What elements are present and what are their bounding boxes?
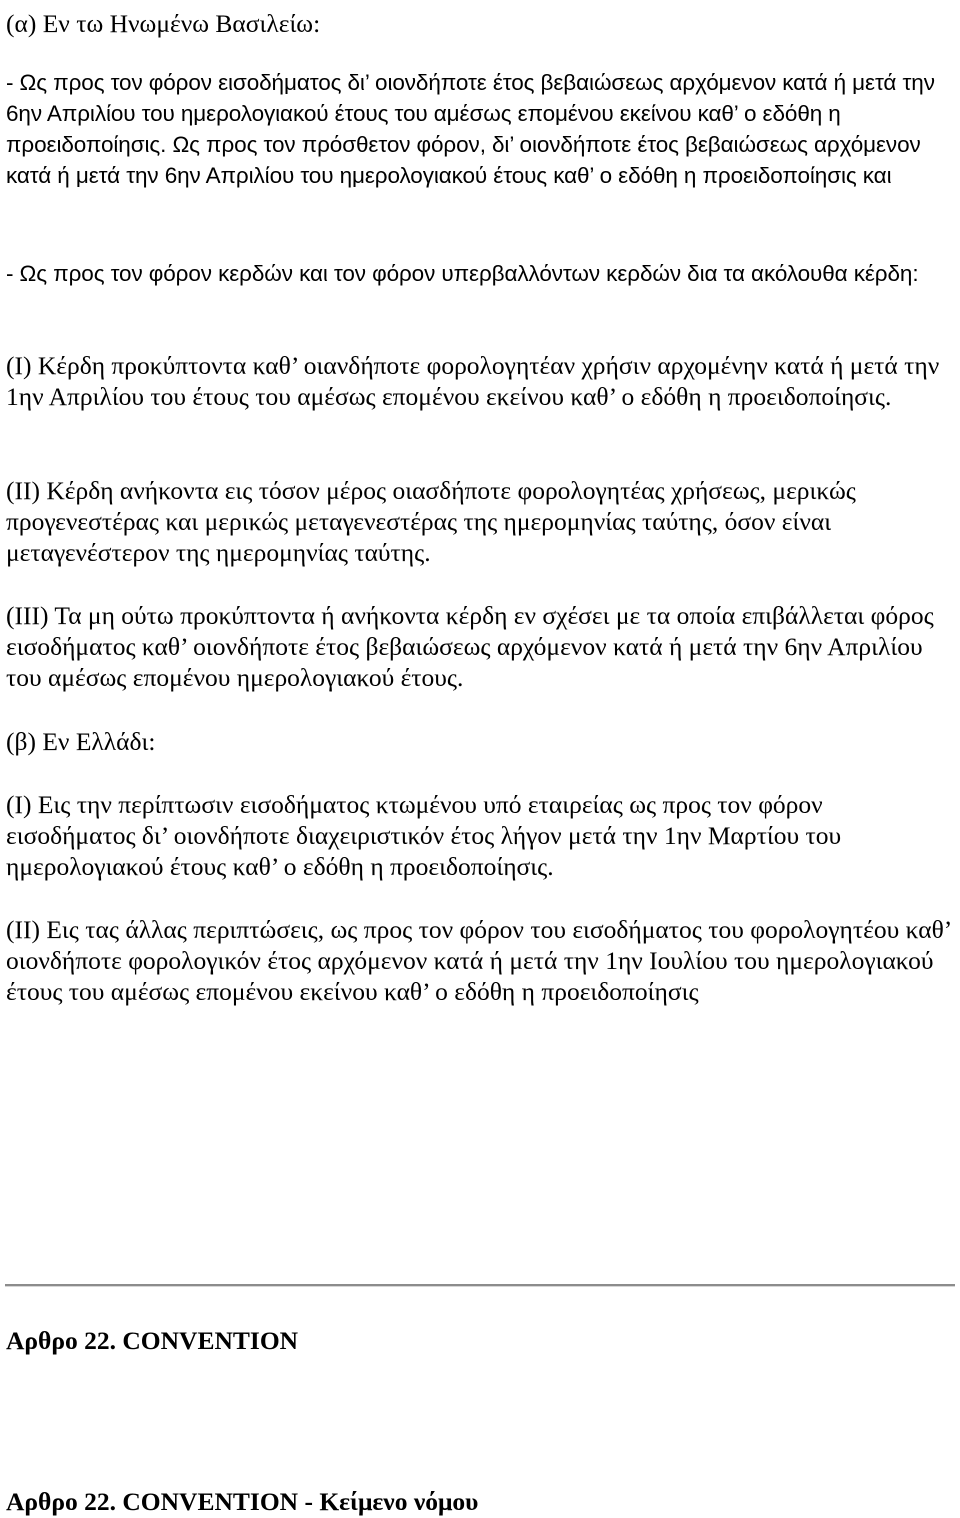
section-a-subclause-2: (ΙΙ) Κέρδη ανήκοντα εις τόσον μέρος οιασδήποτε φορολογητέας χρήσεως, μερικώς προγενεστέρας και μερικώς μεταγενεστέρας της ημερομηνίας ταύτης, όσον είναι μεταγενέστερον της ημερομηνίας ταύτης.	[6, 476, 856, 567]
article-title: Αρθρο 22. CONVENTION	[6, 1326, 299, 1355]
section-a-subclause-3: (ΙΙΙ) Τα μη ούτω προκύπτοντα ή ανήκοντα κέρδη εν σχέσει με τα οποία επιβάλλεται φόρος εισοδήματος καθ’ οιονδήποτε έτος βεβαιώσεως αρχόμενον κατά ή μετά την 6ην Απριλίου του αμέσως επομένου ημερολογιακού έτους.	[6, 601, 934, 692]
section-a-paragraph-1: - Ως προς τον φόρον εισοδήματος δι’ οιονδήποτε έτος βεβαιώσεως αρχόμενον κατά ή μετά την 6ην Απριλίου του ημερολογιακού έτους του αμέσως επομένου εκείνου καθ’ ο εδόθη η προειδοποίησις. Ως προς τον πρόσθετον φόρον, δι’ οιονδήποτε έτος βεβαιώσεως αρχόμενον κατά ή μετά την 6ην Απριλίου του ημερολογιακού έτους καθ’ ο εδόθη η προειδοποίησις και	[6, 70, 935, 188]
section-b-heading: (β) Εν Ελλάδι:	[6, 727, 156, 756]
section-b-subclause-1: (Ι) Εις την περίπτωσιν εισοδήματος κτωμένου υπό εταιρείας ως προς τον φόρον εισοδήματος δι’ οιονδήποτε διαχειριστικόν έτος λήγον μετά την 1ην Μαρτίου του ημερολογιακού έτους καθ’ ο εδόθη η προειδοποίησις.	[6, 790, 842, 881]
section-a-heading: (α) Εν τω Ηνωμένω Βασιλείω:	[6, 9, 321, 38]
section-a-subclause-1: (Ι) Κέρδη προκύπτοντα καθ’ οιανδήποτε φορολογητέαν χρήσιν αρχομένην κατά ή μετά την 1ην Απριλίου του έτους του αμέσως επομένου εκείνου καθ’ ο εδόθη η προειδοποίησις.	[6, 351, 940, 411]
article-text-title: Αρθρο 22. CONVENTION - Κείμενο νόμου	[6, 1487, 479, 1516]
horizontal-divider	[5, 1284, 955, 1287]
section-b-subclause-2: (ΙΙ) Εις τας άλλας περιπτώσεις, ως προς τον φόρον του εισοδήματος του φορολογητέου καθ’ οιονδήποτε φορολογικόν έτος αρχόμενον κατά ή μετά την 1ην Ιουλίου του ημερολογιακού έτους του αμέσως επομένου εκείνου καθ’ ο εδόθη η προειδοποίησις	[6, 915, 951, 1006]
section-a-paragraph-2: - Ως προς τον φόρον κερδών και τον φόρον υπερβαλλόντων κερδών δια τα ακόλουθα κέρδη:	[6, 261, 919, 286]
